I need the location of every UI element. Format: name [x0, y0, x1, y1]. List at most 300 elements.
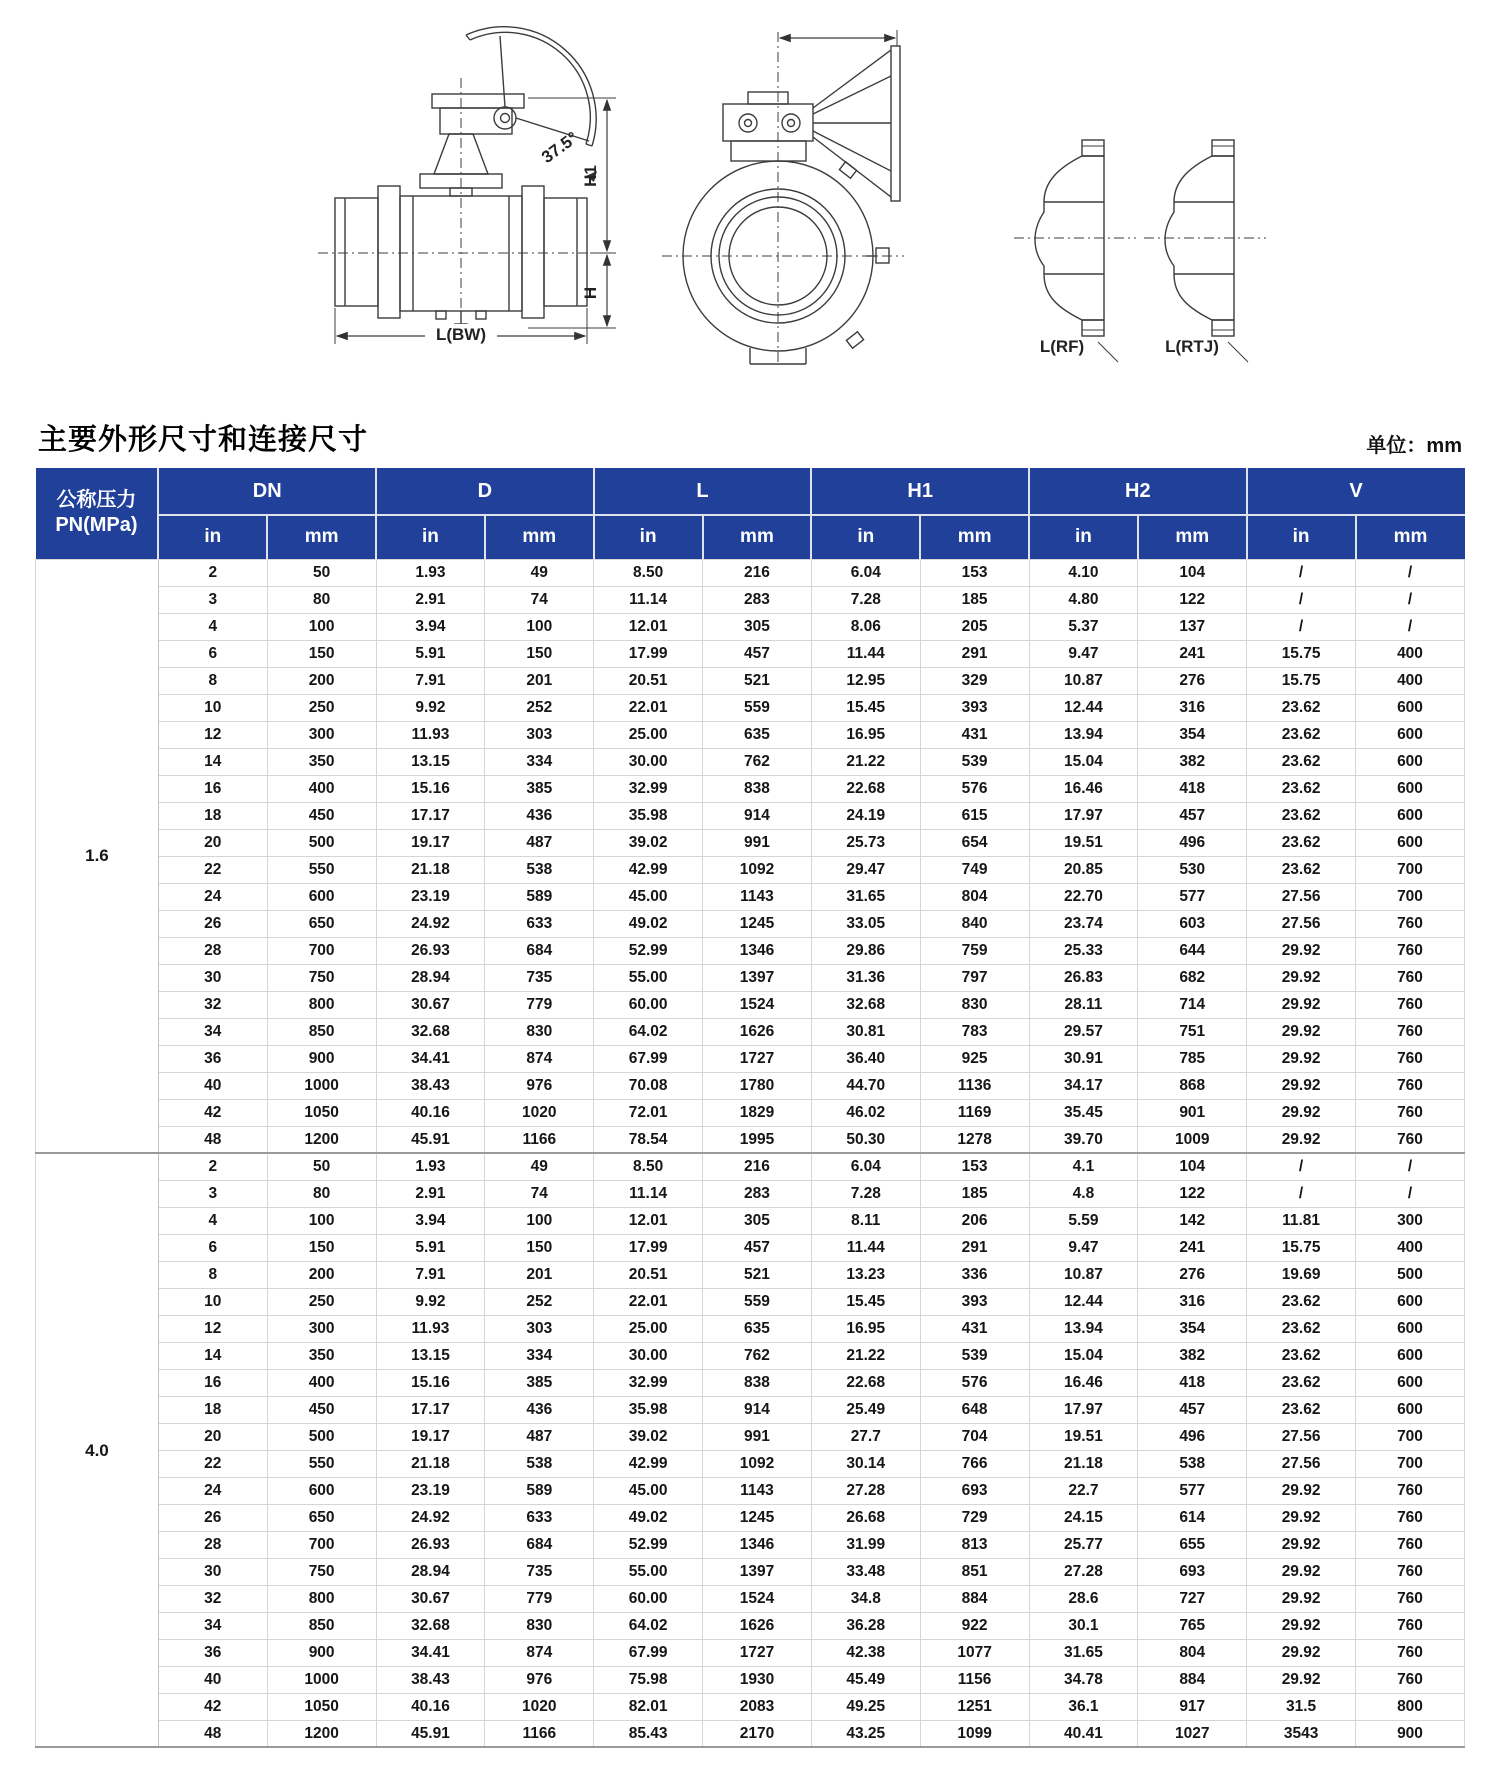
dimension-cell: 1050 — [267, 1099, 376, 1126]
unit-subheader: in — [158, 515, 267, 559]
unit-subheader: mm — [703, 515, 812, 559]
dimension-cell: 704 — [920, 1423, 1029, 1450]
valve-side-view-drawing — [318, 27, 600, 344]
dimension-cell: 6 — [158, 1234, 267, 1261]
dimension-cell: 49 — [485, 1153, 594, 1180]
valve-front-view-drawing — [662, 30, 904, 364]
dimension-cell: 766 — [920, 1450, 1029, 1477]
dimension-cell: 2 — [158, 1153, 267, 1180]
dimension-cell: 55.00 — [594, 1558, 703, 1585]
dimension-cell: 16.95 — [811, 721, 920, 748]
dimension-cell: 316 — [1138, 694, 1247, 721]
dimension-cell: 2083 — [703, 1693, 812, 1720]
dimension-cell: 23.62 — [1247, 856, 1356, 883]
dimension-cell: 20.51 — [594, 1261, 703, 1288]
dimension-cell: 2170 — [703, 1720, 812, 1747]
dimension-cell: 382 — [1138, 748, 1247, 775]
dimension-cell: 804 — [1138, 1639, 1247, 1666]
dimension-cell: 749 — [920, 856, 1029, 883]
dimension-cell: 17.17 — [376, 802, 485, 829]
dimension-cell: 80 — [267, 586, 376, 613]
dimension-cell: 700 — [267, 937, 376, 964]
dimension-cell: 185 — [920, 586, 1029, 613]
dimension-cell: 150 — [485, 640, 594, 667]
dimension-cell: 24.15 — [1029, 1504, 1138, 1531]
dimension-cell: 884 — [1138, 1666, 1247, 1693]
dimension-cell: 496 — [1138, 1423, 1247, 1450]
dimension-cell: 15.04 — [1029, 1342, 1138, 1369]
dimension-cell: 303 — [485, 721, 594, 748]
dimension-cell: 760 — [1356, 1045, 1465, 1072]
table-row — [36, 1045, 1465, 1072]
dimension-cell: 4 — [158, 1207, 267, 1234]
dimension-cell: 32 — [158, 991, 267, 1018]
dimension-cell: 650 — [267, 910, 376, 937]
dimension-cell: 9.47 — [1029, 640, 1138, 667]
dimension-cell: 354 — [1138, 1315, 1247, 1342]
dimension-cell: 29.92 — [1247, 1072, 1356, 1099]
dimension-cell: 31.65 — [1029, 1639, 1138, 1666]
dimension-cell: 32.68 — [376, 1612, 485, 1639]
dimension-cell: 760 — [1356, 991, 1465, 1018]
dimension-cell: 760 — [1356, 1531, 1465, 1558]
dimension-cell: 334 — [485, 748, 594, 775]
dimension-cell: 1200 — [267, 1720, 376, 1747]
dimension-cell: 813 — [920, 1531, 1029, 1558]
dim-label-h: H — [581, 286, 600, 300]
dimension-cell: 300 — [1356, 1207, 1465, 1234]
unit-subheader: mm — [1138, 515, 1247, 559]
dimension-cell: 530 — [1138, 856, 1247, 883]
table-row — [36, 964, 1465, 991]
dimension-cell: 316 — [1138, 1288, 1247, 1315]
dimension-cell: 26 — [158, 910, 267, 937]
dimension-cell: 23.62 — [1247, 829, 1356, 856]
dimension-cell: 759 — [920, 937, 1029, 964]
dimension-cell: 19.17 — [376, 1423, 485, 1450]
dimension-cell: 34.17 — [1029, 1072, 1138, 1099]
dimension-cell: 925 — [920, 1045, 1029, 1072]
dimension-cell: 8 — [158, 667, 267, 694]
dimension-cell: 20 — [158, 829, 267, 856]
dimension-cell: 1000 — [267, 1666, 376, 1693]
dimension-cell: 1143 — [703, 883, 812, 910]
unit-subheader: mm — [1356, 515, 1465, 559]
dimension-cell: 12.95 — [811, 667, 920, 694]
dimension-cell: 5.37 — [1029, 613, 1138, 640]
dimension-cell: 27.56 — [1247, 910, 1356, 937]
dimension-cell: 40.16 — [376, 1099, 485, 1126]
dimension-cell: 36.28 — [811, 1612, 920, 1639]
dimension-cell: 40.41 — [1029, 1720, 1138, 1747]
dimension-cell: 30.1 — [1029, 1612, 1138, 1639]
unit-subheader: in — [594, 515, 703, 559]
table-row — [36, 856, 1465, 883]
dimension-cell: 16 — [158, 1369, 267, 1396]
dimension-cell: 39.02 — [594, 829, 703, 856]
dimension-cell: 804 — [920, 883, 1029, 910]
dimension-cell: 635 — [703, 1315, 812, 1342]
dimension-cell: 38.43 — [376, 1666, 485, 1693]
dimension-cell: 700 — [267, 1531, 376, 1558]
dimension-cell: 600 — [1356, 775, 1465, 802]
dimension-cell: / — [1356, 559, 1465, 586]
dimension-cell: 633 — [485, 910, 594, 937]
dimension-cell: / — [1356, 586, 1465, 613]
page-title: 主要外形尺寸和连接尺寸 — [38, 424, 369, 456]
dimension-cell: 760 — [1356, 1585, 1465, 1612]
unit-subheader: mm — [920, 515, 1029, 559]
dimension-cell: 1626 — [703, 1612, 812, 1639]
dimension-cell: 922 — [920, 1612, 1029, 1639]
dimension-cell: 800 — [267, 1585, 376, 1612]
dimension-cell: 100 — [485, 1207, 594, 1234]
dimension-cell: 6 — [158, 640, 267, 667]
dimension-cell: 11.81 — [1247, 1207, 1356, 1234]
dimension-cell: 1346 — [703, 1531, 812, 1558]
dimension-cell: 457 — [1138, 802, 1247, 829]
dimension-cell: 206 — [920, 1207, 1029, 1234]
dimension-cell: 850 — [267, 1612, 376, 1639]
dimension-cell: 205 — [920, 613, 1029, 640]
dimension-cell: 735 — [485, 964, 594, 991]
dimension-cell: 153 — [920, 559, 1029, 586]
dimension-cell: 750 — [267, 1558, 376, 1585]
dimension-cell: 15.16 — [376, 1369, 485, 1396]
dimension-cell: 4.80 — [1029, 586, 1138, 613]
dimension-cell: 1009 — [1138, 1126, 1247, 1153]
dimension-cell: 762 — [703, 748, 812, 775]
dimension-cell: 12.01 — [594, 613, 703, 640]
dimension-cell: 650 — [267, 1504, 376, 1531]
dimension-cell: 21.18 — [376, 856, 485, 883]
dimension-cell: 10 — [158, 1288, 267, 1315]
dimension-cell: 538 — [485, 856, 594, 883]
table-row — [36, 1126, 1465, 1153]
dimension-cell: 25.49 — [811, 1396, 920, 1423]
dimension-cell: 25.77 — [1029, 1531, 1138, 1558]
dimension-cell: 550 — [267, 1450, 376, 1477]
dimension-cell: 15.16 — [376, 775, 485, 802]
dimension-cell: 64.02 — [594, 1018, 703, 1045]
dimension-cell: 23.62 — [1247, 775, 1356, 802]
dimension-cell: 487 — [485, 1423, 594, 1450]
dimension-cell: 305 — [703, 1207, 812, 1234]
dimension-cell: 7.28 — [811, 1180, 920, 1207]
table-row — [36, 667, 1465, 694]
dimension-cell: 27.56 — [1247, 1450, 1356, 1477]
dimension-cell: 44.70 — [811, 1072, 920, 1099]
dimension-cell: 142 — [1138, 1207, 1247, 1234]
dimension-cell: 30.14 — [811, 1450, 920, 1477]
table-row — [36, 1585, 1465, 1612]
dimension-cell: 1.93 — [376, 559, 485, 586]
dimension-cell: 30 — [158, 1558, 267, 1585]
dimension-cell: 783 — [920, 1018, 1029, 1045]
dimension-cell: 23.62 — [1247, 1288, 1356, 1315]
dimension-cell: 838 — [703, 1369, 812, 1396]
dim-label-lrf: L(RF) — [1039, 337, 1085, 356]
dimension-cell: 30 — [158, 964, 267, 991]
unit-subheader: in — [811, 515, 920, 559]
dimension-cell: 241 — [1138, 640, 1247, 667]
dimension-cell: 436 — [485, 1396, 594, 1423]
dimension-cell: 1524 — [703, 1585, 812, 1612]
dimension-cell: 137 — [1138, 613, 1247, 640]
dimension-cell: 150 — [485, 1234, 594, 1261]
dimension-cell: 762 — [703, 1342, 812, 1369]
dimension-cell: 884 — [920, 1585, 1029, 1612]
dimension-cell: 714 — [1138, 991, 1247, 1018]
dimension-cell: 5.91 — [376, 640, 485, 667]
unit-subheader: in — [1029, 515, 1138, 559]
pn-value: 1.6 — [36, 559, 159, 1153]
dimension-cell: 760 — [1356, 1504, 1465, 1531]
column-group-header: H2 — [1029, 468, 1247, 515]
dimension-cell: 496 — [1138, 829, 1247, 856]
dimension-cell: 1169 — [920, 1099, 1029, 1126]
dimension-cell: 28.94 — [376, 964, 485, 991]
table-row — [36, 937, 1465, 964]
dimension-cell: 760 — [1356, 910, 1465, 937]
dimension-cell: 29.86 — [811, 937, 920, 964]
technical-drawings — [0, 6, 1500, 368]
dimension-cell: 18 — [158, 802, 267, 829]
dimension-cell: 350 — [267, 748, 376, 775]
dimension-cell: 751 — [1138, 1018, 1247, 1045]
table-row — [36, 1018, 1465, 1045]
dimension-cell: 851 — [920, 1558, 1029, 1585]
dimension-cell: 10.87 — [1029, 1261, 1138, 1288]
dimension-cell: 16.46 — [1029, 1369, 1138, 1396]
dimension-cell: 48 — [158, 1720, 267, 1747]
dimension-cell: 40.16 — [376, 1693, 485, 1720]
dimension-cell: 22.68 — [811, 775, 920, 802]
dimension-cell: 17.97 — [1029, 802, 1138, 829]
dimension-cell: 21.18 — [376, 1450, 485, 1477]
dimension-cell: 36.40 — [811, 1045, 920, 1072]
dimension-cell: 800 — [1356, 1693, 1465, 1720]
dimension-cell: 34.41 — [376, 1639, 485, 1666]
dimension-cell: 24.92 — [376, 1504, 485, 1531]
dimension-cell: 29.92 — [1247, 1477, 1356, 1504]
dimension-cell: 22.7 — [1029, 1477, 1138, 1504]
dimension-cell: 24.92 — [376, 910, 485, 937]
dimension-cell: 329 — [920, 667, 1029, 694]
dimension-cell: 29.92 — [1247, 1126, 1356, 1153]
dimension-cell: 11.14 — [594, 586, 703, 613]
dimension-cell: 1166 — [485, 1126, 594, 1153]
dimension-cell: 122 — [1138, 1180, 1247, 1207]
dimension-cell: 23.62 — [1247, 1315, 1356, 1342]
dimension-cell: 250 — [267, 694, 376, 721]
dimension-cell: 600 — [1356, 829, 1465, 856]
dimension-cell: 4.1 — [1029, 1153, 1138, 1180]
dimension-cell: 760 — [1356, 1018, 1465, 1045]
dimension-cell: 26.93 — [376, 1531, 485, 1558]
dimension-cell: 700 — [1356, 1450, 1465, 1477]
dimension-cell: 49.02 — [594, 910, 703, 937]
dimension-cell: 85.43 — [594, 1720, 703, 1747]
dimension-cell: 4.8 — [1029, 1180, 1138, 1207]
dimension-cell: 635 — [703, 721, 812, 748]
dimension-cell: 15.45 — [811, 694, 920, 721]
dimension-cell: 800 — [267, 991, 376, 1018]
dimension-cell: 431 — [920, 1315, 1029, 1342]
dimension-cell: 1995 — [703, 1126, 812, 1153]
dimension-cell: 29.92 — [1247, 991, 1356, 1018]
dimension-cell: 10.87 — [1029, 667, 1138, 694]
dimension-cell: 45.49 — [811, 1666, 920, 1693]
dimension-cell: 32.68 — [376, 1018, 485, 1045]
dimension-cell: 3.94 — [376, 613, 485, 640]
dimension-cell: 600 — [1356, 1315, 1465, 1342]
dimension-cell: 29.92 — [1247, 1585, 1356, 1612]
dimension-cell: 32.68 — [811, 991, 920, 1018]
table-row — [36, 1720, 1465, 1747]
dim-label-h1: H1 — [581, 165, 600, 187]
dimension-cell: 17.17 — [376, 1396, 485, 1423]
dimension-cell: 291 — [920, 640, 1029, 667]
dimension-cell: 8.50 — [594, 1153, 703, 1180]
dimension-cell: 52.99 — [594, 1531, 703, 1558]
table-row — [36, 1450, 1465, 1477]
dimension-cell: 23.19 — [376, 883, 485, 910]
dimension-cell: 457 — [703, 1234, 812, 1261]
table-header — [36, 468, 1465, 559]
dimension-cell: 12 — [158, 721, 267, 748]
dimension-cell: 42 — [158, 1099, 267, 1126]
table-row — [36, 1342, 1465, 1369]
dimension-cell: 400 — [267, 775, 376, 802]
dimension-cell: 393 — [920, 694, 1029, 721]
dimension-cell: 765 — [1138, 1612, 1247, 1639]
dimension-cell: 600 — [1356, 1288, 1465, 1315]
dimension-cell: 13.15 — [376, 1342, 485, 1369]
dimension-cell: 12.44 — [1029, 1288, 1138, 1315]
dimension-cell: 1143 — [703, 1477, 812, 1504]
dimension-cell: 23.62 — [1247, 1369, 1356, 1396]
dimension-cell: 385 — [485, 1369, 594, 1396]
dimension-cell: 104 — [1138, 1153, 1247, 1180]
dimension-cell: 9.92 — [376, 694, 485, 721]
table-row — [36, 991, 1465, 1018]
column-group-header: DN — [158, 468, 376, 515]
dimension-cell: 874 — [485, 1639, 594, 1666]
dimension-cell: 15.75 — [1247, 640, 1356, 667]
dimension-cell: 12 — [158, 1315, 267, 1342]
table-row — [36, 721, 1465, 748]
dimension-cell: 600 — [1356, 721, 1465, 748]
dimension-cell: 797 — [920, 964, 1029, 991]
dimension-cell: 75.98 — [594, 1666, 703, 1693]
dimension-cell: 735 — [485, 1558, 594, 1585]
dimension-cell: 36 — [158, 1639, 267, 1666]
dimension-cell: 22.01 — [594, 694, 703, 721]
dimension-cell: 1020 — [485, 1099, 594, 1126]
dimension-cell: 600 — [267, 1477, 376, 1504]
unit-subheader: mm — [485, 515, 594, 559]
table-row — [36, 1234, 1465, 1261]
dimension-cell: 11.93 — [376, 721, 485, 748]
dimension-cell: 276 — [1138, 1261, 1247, 1288]
dimension-cell: 400 — [267, 1369, 376, 1396]
dimension-cell: 70.08 — [594, 1072, 703, 1099]
dimension-cell: 32 — [158, 1585, 267, 1612]
dimension-cell: 39.70 — [1029, 1126, 1138, 1153]
dimension-cell: 74 — [485, 586, 594, 613]
dimension-cell: 1077 — [920, 1639, 1029, 1666]
dimension-cell: 1278 — [920, 1126, 1029, 1153]
dimension-cell: 27.56 — [1247, 1423, 1356, 1450]
dimension-cell: 28.94 — [376, 1558, 485, 1585]
table-row — [36, 910, 1465, 937]
dimension-cell: 500 — [267, 829, 376, 856]
dimension-cell: / — [1356, 1153, 1465, 1180]
dimension-cell: 700 — [1356, 1423, 1465, 1450]
dimension-cell: 418 — [1138, 1369, 1247, 1396]
dimension-cell: 700 — [1356, 883, 1465, 910]
table-row — [36, 640, 1465, 667]
table-row — [36, 694, 1465, 721]
dimension-cell: 1626 — [703, 1018, 812, 1045]
dimension-cell: 760 — [1356, 1666, 1465, 1693]
table-row — [36, 883, 1465, 910]
dimension-cell: 200 — [267, 1261, 376, 1288]
dimension-cell: 991 — [703, 829, 812, 856]
dimension-cell: 31.65 — [811, 883, 920, 910]
dimension-cell: 36 — [158, 1045, 267, 1072]
dimension-cell: 1245 — [703, 910, 812, 937]
dimension-cell: 23.62 — [1247, 694, 1356, 721]
dimension-cell: 49.25 — [811, 1693, 920, 1720]
dimension-cell: 30.67 — [376, 991, 485, 1018]
dimension-cell: 46.02 — [811, 1099, 920, 1126]
dimension-cell: 693 — [1138, 1558, 1247, 1585]
dimension-cell: 576 — [920, 775, 1029, 802]
dimension-cell: 185 — [920, 1180, 1029, 1207]
dimension-cell: 559 — [703, 694, 812, 721]
dimension-cell: 6.04 — [811, 559, 920, 586]
dimension-cell: 431 — [920, 721, 1029, 748]
dimension-cell: 300 — [267, 721, 376, 748]
dimension-cell: 216 — [703, 559, 812, 586]
dimension-cell: 487 — [485, 829, 594, 856]
dimension-cell: 32.99 — [594, 1369, 703, 1396]
dimension-cell: 760 — [1356, 1072, 1465, 1099]
dimension-cell: 29.47 — [811, 856, 920, 883]
dimension-cell: 603 — [1138, 910, 1247, 937]
table-row — [36, 829, 1465, 856]
dimension-cell: 64.02 — [594, 1612, 703, 1639]
dimension-cell: / — [1247, 613, 1356, 640]
dimension-cell: 1346 — [703, 937, 812, 964]
table-row — [36, 613, 1465, 640]
dimension-cell: 1780 — [703, 1072, 812, 1099]
dimension-cell: 34 — [158, 1612, 267, 1639]
dimension-cell: 1829 — [703, 1099, 812, 1126]
dimension-cell: 830 — [485, 1018, 594, 1045]
dimension-cell: 29.92 — [1247, 1558, 1356, 1585]
dimension-cell: 303 — [485, 1315, 594, 1342]
dimension-cell: 830 — [485, 1612, 594, 1639]
dimension-cell: 418 — [1138, 775, 1247, 802]
dimension-cell: 450 — [267, 802, 376, 829]
dimension-cell: 779 — [485, 991, 594, 1018]
column-group-header: L — [594, 468, 812, 515]
dimension-cell: 838 — [703, 775, 812, 802]
dimension-cell: 36.1 — [1029, 1693, 1138, 1720]
